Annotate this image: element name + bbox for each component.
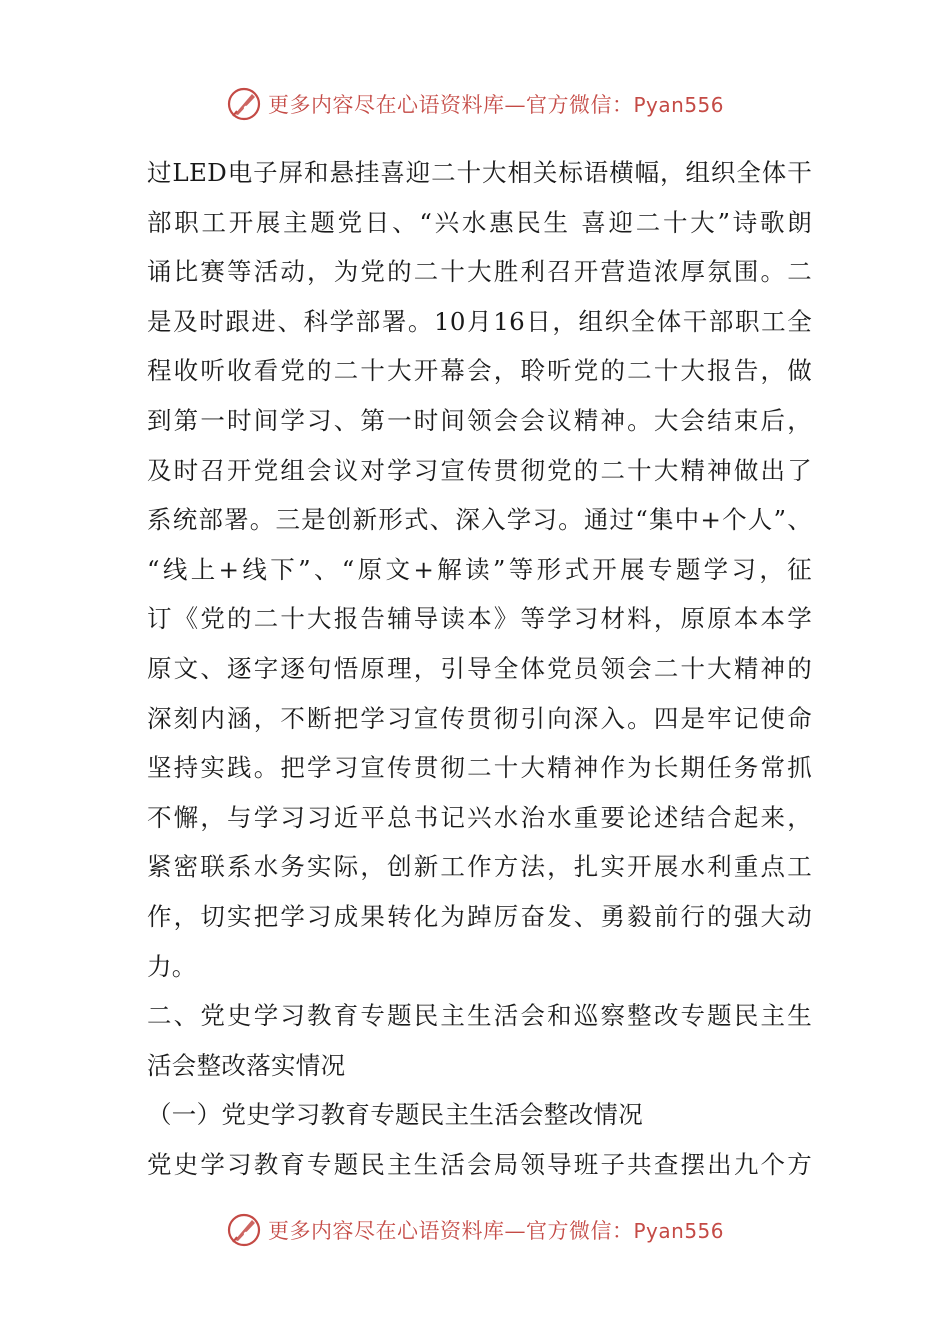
text-line: 过LED电子屏和悬挂喜迎二十大相关标语横幅，组织全体干 xyxy=(147,158,812,187)
section-heading-line: 二、党史学习教育专题民主生活会和巡察整改专题民主生 xyxy=(147,1001,812,1031)
text-line: 是及时跟进、科学部署。10月16日，组织全体干部职工全 xyxy=(147,306,812,336)
header-contact-id: Pyan556 xyxy=(633,93,724,117)
text-line: 程收听收看党的二十大开幕会，聆听党的二十大报告，做 xyxy=(147,356,812,386)
footer-contact-label: 官方微信： xyxy=(525,1219,634,1243)
footer-banner-text xyxy=(268,1215,724,1245)
quill-pen-logo-icon xyxy=(226,86,262,122)
header-banner xyxy=(0,82,950,126)
text-line: 部职工开展主题党日、“兴水惠民生 喜迎二十大”诗歌朗 xyxy=(147,207,812,237)
text-line: 诵比赛等活动，为党的二十大胜利召开营造浓厚氛围。二 xyxy=(147,257,812,287)
header-dash: — xyxy=(504,93,526,117)
paragraph-end-line: 力。 xyxy=(147,951,197,981)
text-line: 深刻内涵，不断把学习宣传贯彻引向深入。四是牢记使命 xyxy=(147,703,812,733)
text-line: 及时召开党组会议对学习宣传贯彻党的二十大精神做出了 xyxy=(147,455,812,485)
text-line: 系统部署。三是创新形式、深入学习。通过“集中+个人”、 xyxy=(147,505,812,535)
text-line: 订《党的二十大报告辅导读本》等学习材料，原原本本学 xyxy=(147,604,812,634)
section-heading-line: 活会整改落实情况 xyxy=(147,1050,346,1080)
header-contact-label: 官方微信： xyxy=(525,93,634,117)
subsection-heading: （一）党史学习教育专题民主生活会整改情况 xyxy=(147,1100,643,1130)
text-line: 坚持实践。把学习宣传贯彻二十大精神作为长期任务常抓 xyxy=(147,753,812,783)
footer-banner xyxy=(0,1208,950,1252)
text-line: 原文、逐字逐句悟原理，引导全体党员领会二十大精神的 xyxy=(147,653,812,683)
footer-brand: 更多内容尽在心语资料库 xyxy=(267,1219,505,1243)
text-line: 党史学习教育专题民主生活会局领导班子共查摆出九个方 xyxy=(147,1149,812,1179)
text-line: 作，切实把学习成果转化为踔厉奋发、勇毅前行的强大动 xyxy=(147,901,812,931)
text-line: 到第一时间学习、第一时间领会会议精神。大会结束后， xyxy=(147,405,812,435)
footer-contact-id: Pyan556 xyxy=(633,1219,724,1243)
text-line: 紧密联系水务实际，创新工作方法，扎实开展水利重点工 xyxy=(147,852,812,882)
text-line: “线上+线下”、“原文+解读”等形式开展专题学习，征 xyxy=(147,554,812,584)
text-line: 不懈，与学习习近平总书记兴水治水重要论述结合起来， xyxy=(147,802,812,832)
quill-pen-logo-icon xyxy=(226,1212,262,1248)
header-brand: 更多内容尽在心语资料库 xyxy=(267,93,505,117)
footer-dash: — xyxy=(504,1219,526,1243)
header-banner-text xyxy=(268,89,724,119)
document-body xyxy=(147,148,812,1189)
